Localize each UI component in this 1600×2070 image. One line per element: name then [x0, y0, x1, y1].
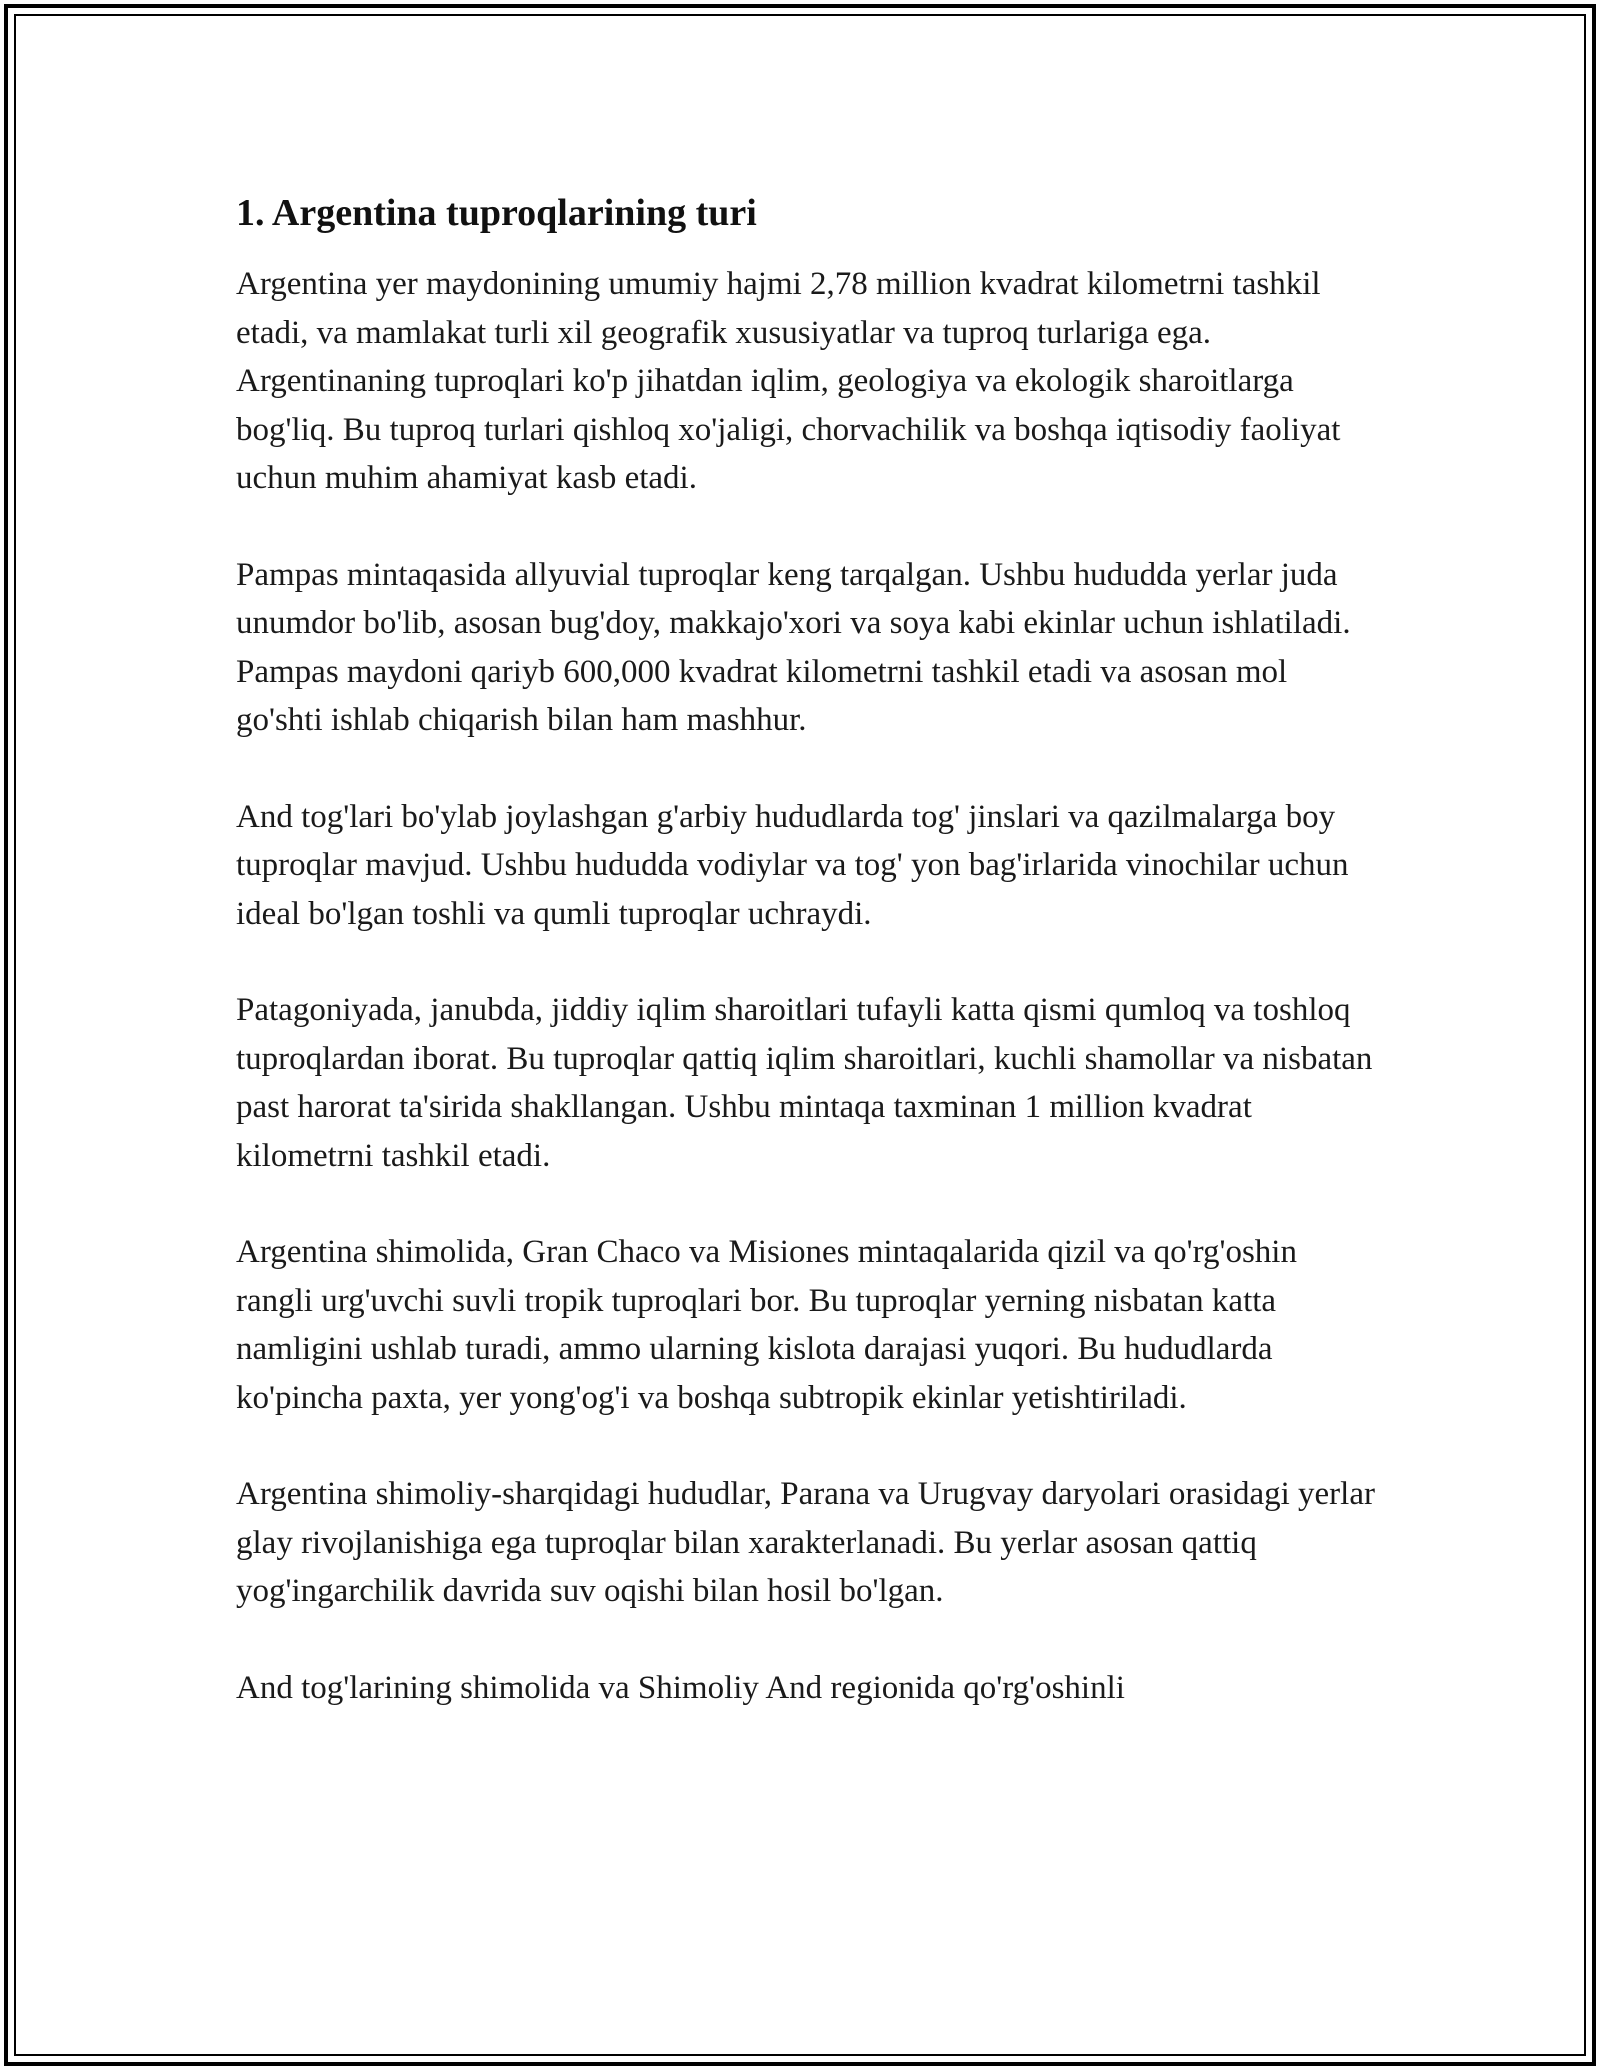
paragraph-2: Pampas mintaqasida allyuvial tuproqlar keng tarqalgan. Ushbu hududda yerlar juda unumdor bo'lib, asosan bug'doy, makkajo'xori va soya kabi ekinlar uchun ishlatiladi. Pampas maydoni qariyb 600,000 kvadrat kilometrni tashkil etadi va asosan mol go'shti ishlab chiqarish bilan ham mashhur.: [236, 556, 1351, 738]
paragraph-5: Argentina shimolida, Gran Chaco va Misiones mintaqalarida qizil va qo'rg'oshin rangli urg'uvchi suvli tropik tuproqlari bor. Bu tuproqlar yerning nisbatan katta namligini ushlab turadi, ammo ularning kislota darajasi yuqori. Bu hududlarda ko'pincha paxta, yer yong'og'i va boshqa subtropik ekinlar yetishtiriladi.: [236, 1234, 1297, 1416]
paragraph-7: And tog'larining shimolida va Shimoliy And regionida qo'rg'oshinli: [236, 1669, 1125, 1706]
paragraph-6: Argentina shimoliy-sharqidagi hududlar, Parana va Urugvay daryolari orasidagi yerlar glay rivojlanishiga ega tuproqlar bilan xarakterlanadi. Bu yerlar asosan qattiq yog'ingarchilik davrida suv oqishi bilan hosil bo'lgan.: [236, 1476, 1375, 1609]
document-page: [236, 186, 1376, 1760]
paragraph-1: Argentina yer maydonining umumiy hajmi 2,78 million kvadrat kilometrni tashkil etadi, va mamlakat turli xil geografik xususiyatlar va tuproq turlariga ega. Argentinaning tuproqlari ko'p jihatdan iqlim, geologiya va ekologik sharoitlarga bog'liq. Bu tuproq turlari qishloq xo'jaligi, chorvachilik va boshqa iqtisodiy faoliyat uchun muhim ahamiyat kasb etadi.: [236, 266, 1341, 496]
section-heading: 1. Argentina tuproqlarining turi: [236, 192, 757, 234]
paragraph-4: Patagoniyada, janubda, jiddiy iqlim sharoitlari tufayli katta qismi qumloq va toshloq tuproqlardan iborat. Bu tuproqlar qattiq iqlim sharoitlari, kuchli shamollar va nisbatan past harorat ta'sirida shakllangan. Ushbu mintaqa taxminan 1 million kvadrat kilometrni tashkil etadi.: [236, 992, 1373, 1174]
paragraph-3: And tog'lari bo'ylab joylashgan g'arbiy hududlarda tog' jinslari va qazilmalarga boy tuproqlar mavjud. Ushbu hududda vodiylar va tog' yon bag'irlarida vinochilar uchun ideal bo'lgan toshli va qumli tuproqlar uchraydi.: [236, 798, 1349, 932]
